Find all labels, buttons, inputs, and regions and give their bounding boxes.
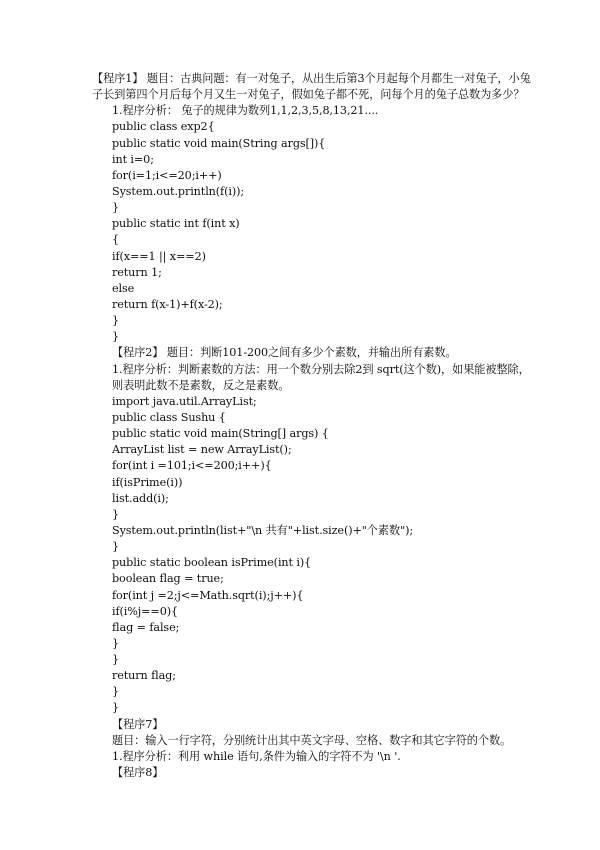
code-line: } <box>112 701 120 715</box>
code-line: ArrayList list = new ArrayList(); <box>112 443 292 457</box>
code-line: public static int f(int x) <box>112 217 240 231</box>
code-line: return 1; <box>112 265 162 279</box>
code-line: } <box>112 330 120 344</box>
code-line: } <box>112 507 120 521</box>
code-line: flag = false; <box>112 620 180 634</box>
code-line: System.out.println(list+"\n 共有"+list.size()+"个素数"); <box>112 523 414 537</box>
code-line: import java.util.ArrayList; <box>112 394 257 408</box>
code-line: boolean flag = true; <box>112 572 224 586</box>
problem-7-question: 题目：输入一行字符，分别统计出其中英文字母、空格、数字和其它字符的个数。 <box>112 733 512 747</box>
problem-1-analysis: 1.程序分析： 兔子的规律为数列1,1,2,3,5,8,13,21.... <box>112 104 379 118</box>
code-line: } <box>112 636 120 650</box>
code-line: } <box>112 653 120 667</box>
code-line: else <box>112 281 135 295</box>
code-line: return flag; <box>112 669 176 683</box>
code-line: { <box>112 233 120 247</box>
code-line: for(int j =2;j<=Math.sqrt(i);j++){ <box>112 588 304 602</box>
problem-8-title: 【程序8】 <box>112 766 164 780</box>
code-line: public static void main(String[] args) { <box>112 427 329 441</box>
problem-1-title: 【程序1】 题目：古典问题：有一对兔子，从出生后第3个月起每个月都生一对兔子，小兔 <box>92 72 531 85</box>
code-line: } <box>112 685 120 699</box>
code-line: for(int i =101;i<=200;i++){ <box>112 459 272 473</box>
code-line: public class exp2{ <box>112 120 215 134</box>
problem-7-title: 【程序7】 <box>112 717 164 731</box>
problem-7-analysis: 1.程序分析：利用 while 语句,条件为输入的字符不为 '\n '. <box>112 749 401 763</box>
document-body <box>92 71 532 781</box>
code-line: System.out.println(f(i)); <box>112 184 245 198</box>
problem-2-analysis: 1.程序分析：判断素数的方法：用一个数分别去除2到 sqrt(这个数)，如果能被整除， <box>112 362 530 376</box>
code-line: for(i=1;i<=20;i++) <box>112 168 222 182</box>
code-line: int i=0; <box>112 152 154 166</box>
code-line: public static boolean isPrime(int i){ <box>112 556 312 570</box>
code-line: return f(x-1)+f(x-2); <box>112 297 223 311</box>
code-line: } <box>112 540 120 554</box>
code-line: } <box>112 314 120 328</box>
problem-2-title: 【程序2】 题目：判断101-200之间有多少个素数，并输出所有素数。 <box>112 346 457 360</box>
problem-1-title-cont: 子长到第四个月后每个月又生一对兔子，假如兔子都不死，问每个月的兔子总数为多少？ <box>92 88 525 102</box>
code-line: if(i%j==0){ <box>112 604 179 618</box>
problem-2-analysis-cont: 则表明此数不是素数，反之是素数。 <box>112 378 290 392</box>
code-line: if(isPrime(i)) <box>112 475 183 489</box>
code-line: if(x==1 || x==2) <box>112 249 206 263</box>
code-line: list.add(i); <box>112 491 169 505</box>
code-line: public static void main(String args[]){ <box>112 136 326 150</box>
code-line: public class Sushu { <box>112 410 226 424</box>
code-line: } <box>112 201 120 215</box>
